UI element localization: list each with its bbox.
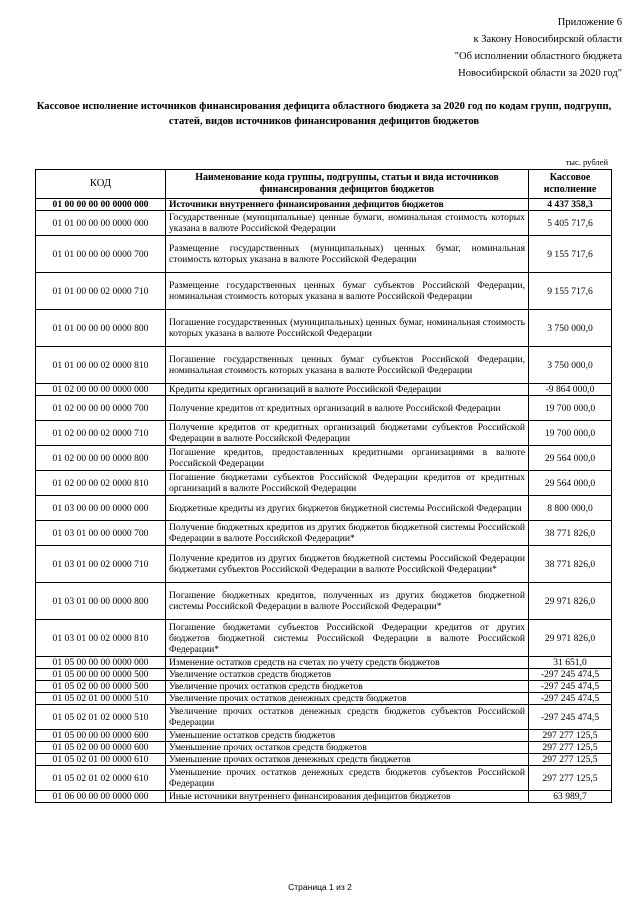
row-amount: 19 700 000,0 (529, 396, 612, 421)
table-row (36, 236, 612, 273)
table-row (36, 347, 612, 384)
row-code: 01 03 01 00 02 0000 810 (36, 620, 166, 657)
row-name: Размещение государственных (муниципальных) ценных бумаг, номинальная стоимость которых указана в валюте Российской Федерации (166, 236, 529, 273)
table-row (36, 446, 612, 471)
row-name: Получение кредитов от кредитных организаций в валюте Российской Федерации (166, 396, 529, 421)
row-name: Погашение бюджетами субъектов Российской Федерации кредитов от кредитных организаций в валюте Российской Федерации (166, 471, 529, 496)
row-amount: 63 989,7 (529, 791, 612, 803)
row-code: 01 01 00 00 00 0000 800 (36, 310, 166, 347)
row-amount: 19 700 000,0 (529, 421, 612, 446)
appendix-line: к Закону Новосибирской области (473, 34, 622, 45)
row-code: 01 02 00 00 00 0000 800 (36, 446, 166, 471)
row-name: Уменьшение прочих остатков денежных средств бюджетов (166, 754, 529, 766)
row-amount: 297 277 125,5 (529, 754, 612, 766)
row-amount: 8 800 000,0 (529, 496, 612, 521)
table-row (36, 693, 612, 705)
table-row (36, 620, 612, 657)
table-row (36, 421, 612, 446)
row-amount: -297 245 474,5 (529, 693, 612, 705)
table-row (36, 669, 612, 681)
row-code: 01 06 00 00 00 0000 000 (36, 791, 166, 803)
table-row (36, 396, 612, 421)
row-amount: 297 277 125,5 (529, 730, 612, 742)
row-name: Получение кредитов от кредитных организаций бюджетами субъектов Российской Федерации в валюте Российской Федерации (166, 421, 529, 446)
table-body (36, 199, 612, 803)
row-code: 01 01 00 00 02 0000 810 (36, 347, 166, 384)
row-name: Иные источники внутреннего финансирования дефицитов бюджетов (166, 791, 529, 803)
row-code: 01 01 00 00 00 0000 700 (36, 236, 166, 273)
row-code: 01 05 00 00 00 0000 000 (36, 657, 166, 669)
row-name: Погашение кредитов, предоставленных кредитными организациями в валюте Российской Федерации (166, 446, 529, 471)
row-amount: 31 651,0 (529, 657, 612, 669)
row-name: Изменение остатков средств на счетах по учету средств бюджетов (166, 657, 529, 669)
appendix-block (322, 14, 622, 82)
row-amount: -297 245 474,5 (529, 681, 612, 693)
table-header-row (36, 170, 612, 199)
row-amount: 297 277 125,5 (529, 742, 612, 754)
table-row (36, 273, 612, 310)
table-row (36, 310, 612, 347)
appendix-line: Новосибирской области за 2020 год" (458, 68, 622, 79)
row-code: 01 02 00 00 02 0000 810 (36, 471, 166, 496)
row-amount: -297 245 474,5 (529, 669, 612, 681)
row-amount: 9 155 717,6 (529, 273, 612, 310)
row-name: Источники внутреннего финансирования дефицитов бюджетов (166, 199, 529, 211)
sources-table (35, 169, 612, 803)
row-name: Уменьшение прочих остатков денежных средств бюджетов субъектов Российской Федерации (166, 766, 529, 791)
row-name: Увеличение прочих остатков средств бюджетов (166, 681, 529, 693)
appendix-line: Приложение 6 (557, 17, 622, 28)
page-footer: Страница 1 из 2 (288, 882, 352, 892)
table-row (36, 705, 612, 730)
row-code: 01 05 02 01 00 0000 510 (36, 693, 166, 705)
row-code: 01 05 02 00 00 0000 500 (36, 681, 166, 693)
row-amount: 9 155 717,6 (529, 236, 612, 273)
row-code: 01 03 01 00 00 0000 800 (36, 583, 166, 620)
row-name: Увеличение остатков средств бюджетов (166, 669, 529, 681)
row-code: 01 05 02 01 02 0000 610 (36, 766, 166, 791)
row-amount: 3 750 000,0 (529, 310, 612, 347)
row-code: 01 01 00 00 00 0000 000 (36, 211, 166, 236)
header-code: КОД (36, 170, 166, 199)
row-amount: 29 971 826,0 (529, 583, 612, 620)
row-name: Погашение бюджетных кредитов, полученных из других бюджетов бюджетной системы Российской Федерации в валюте Российской Федерации* (166, 583, 529, 620)
table-row (36, 730, 612, 742)
row-name: Государственные (муниципальные) ценные бумаги, номинальная стоимость которых указана в валюте Российской Федерации (166, 211, 529, 236)
row-amount: 38 771 826,0 (529, 546, 612, 583)
header-name: Наименование кода группы, подгруппы, статьи и вида источников финансирования дефицитов бюджетов (166, 170, 529, 199)
row-amount: 297 277 125,5 (529, 766, 612, 791)
row-code: 01 05 02 01 00 0000 610 (36, 754, 166, 766)
row-amount: 29 564 000,0 (529, 471, 612, 496)
row-amount: 4 437 358,3 (529, 199, 612, 211)
table-row (36, 583, 612, 620)
row-name: Увеличение прочих остатков денежных средств бюджетов (166, 693, 529, 705)
table-row (36, 384, 612, 396)
table-row (36, 766, 612, 791)
row-name: Погашение государственных ценных бумаг субъектов Российской Федерации, номинальная стоимость которых указана в валюте Российской Федерации (166, 347, 529, 384)
row-amount: -9 864 000,0 (529, 384, 612, 396)
row-name: Получение бюджетных кредитов из других бюджетов бюджетной системы Российской Федерации в валюте Российской Федерации* (166, 521, 529, 546)
header-amount: Кассовое исполнение (529, 170, 612, 199)
row-code: 01 05 00 00 00 0000 500 (36, 669, 166, 681)
table-row (36, 496, 612, 521)
table-row (36, 657, 612, 669)
row-code: 01 00 00 00 00 0000 000 (36, 199, 166, 211)
row-name: Уменьшение прочих остатков средств бюджетов (166, 742, 529, 754)
row-code: 01 03 01 00 02 0000 710 (36, 546, 166, 583)
row-code: 01 01 00 00 02 0000 710 (36, 273, 166, 310)
table-row (36, 681, 612, 693)
appendix-line: "Об исполнении областного бюджета (454, 51, 622, 62)
row-code: 01 02 00 00 02 0000 710 (36, 421, 166, 446)
row-amount: 29 564 000,0 (529, 446, 612, 471)
row-code: 01 03 01 00 00 0000 700 (36, 521, 166, 546)
row-code: 01 05 02 01 02 0000 510 (36, 705, 166, 730)
row-name: Погашение бюджетами субъектов Российской Федерации кредитов от других бюджетов бюджетной системы Российской Федерации в валюте Российской Федерации* (166, 620, 529, 657)
row-code: 01 02 00 00 00 0000 000 (36, 384, 166, 396)
table-row (36, 742, 612, 754)
table-row (36, 754, 612, 766)
document-title: Кассовое исполнение источников финансирования дефицита областного бюджета за 2020 год по кодам групп, подгрупп, статей, видов источников финансирования дефицитов бюджетов (36, 101, 612, 127)
table-row (36, 199, 612, 211)
row-name: Кредиты кредитных организаций в валюте Российской Федерации (166, 384, 529, 396)
row-name: Уменьшение остатков средств бюджетов (166, 730, 529, 742)
row-code: 01 02 00 00 00 0000 700 (36, 396, 166, 421)
row-code: 01 05 02 00 00 0000 600 (36, 742, 166, 754)
table-row (36, 471, 612, 496)
row-amount: 29 971 826,0 (529, 620, 612, 657)
row-name: Увеличение прочих остатков денежных средств бюджетов субъектов Российской Федерации (166, 705, 529, 730)
row-code: 01 03 00 00 00 0000 000 (36, 496, 166, 521)
row-code: 01 05 00 00 00 0000 600 (36, 730, 166, 742)
units-label: тыс. рублей (565, 157, 608, 167)
table-row (36, 521, 612, 546)
table-row (36, 546, 612, 583)
row-amount: 5 405 717,6 (529, 211, 612, 236)
row-name: Получение кредитов из других бюджетов бюджетной системы Российской Федерации бюджетами субъектов Российской Федерации в валюте Российской Федерации* (166, 546, 529, 583)
table-row (36, 791, 612, 803)
row-amount: -297 245 474,5 (529, 705, 612, 730)
table-row (36, 211, 612, 236)
row-amount: 3 750 000,0 (529, 347, 612, 384)
row-name: Размещение государственных ценных бумаг субъектов Российской Федерации, номинальная стоимость которых указана в валюте Российской Федерации (166, 273, 529, 310)
row-name: Бюджетные кредиты из других бюджетов бюджетной системы Российской Федерации (166, 496, 529, 521)
row-name: Погашение государственных (муниципальных) ценных бумаг, номинальная стоимость которых указана в валюте Российской Федерации (166, 310, 529, 347)
row-amount: 38 771 826,0 (529, 521, 612, 546)
